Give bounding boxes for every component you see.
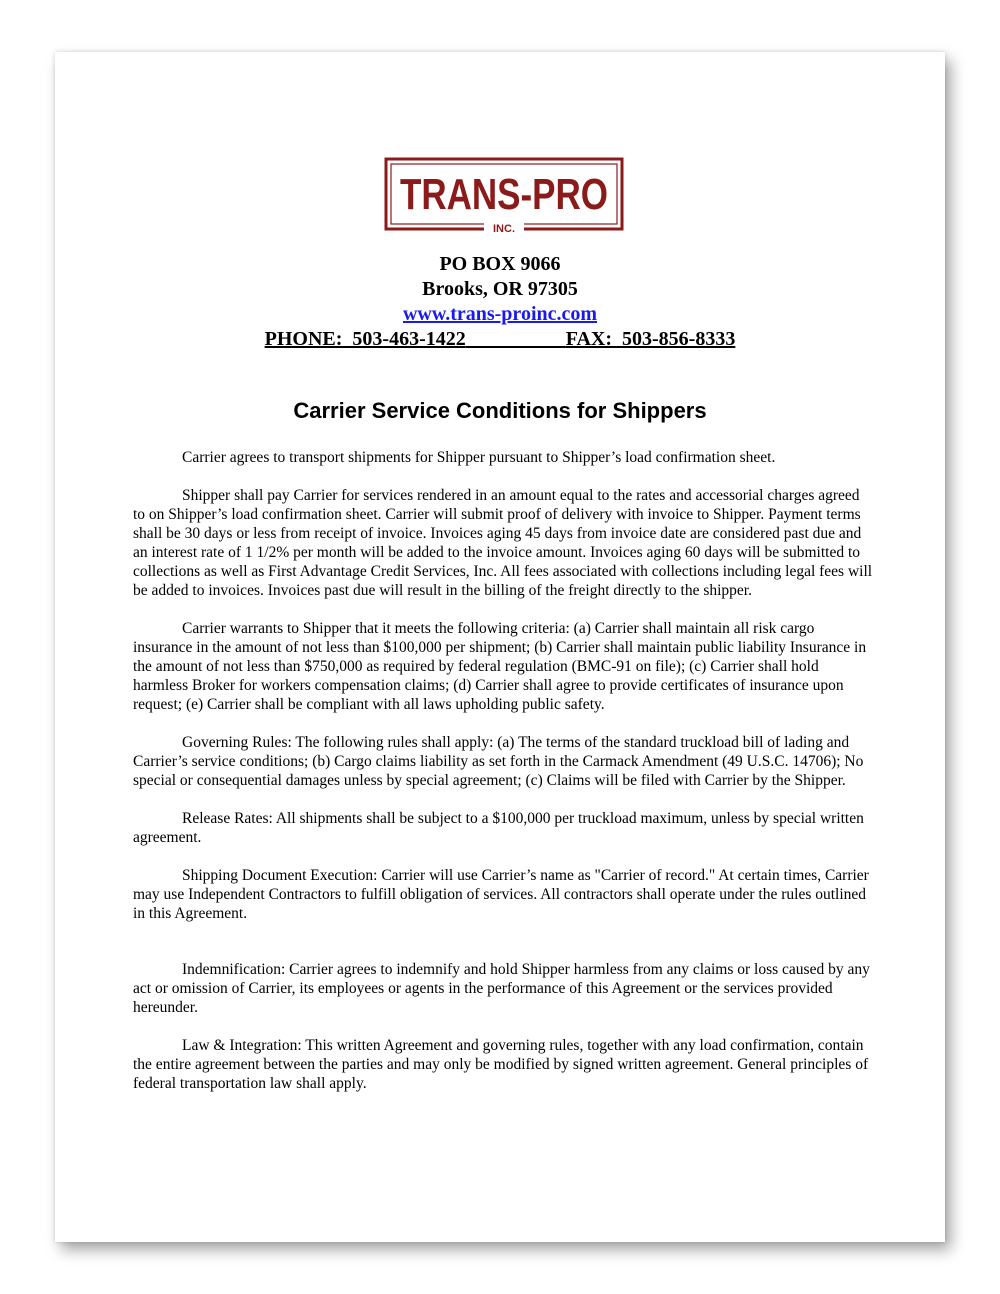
company-header bbox=[55, 252, 945, 352]
paragraph-payment: Shipper shall pay Carrier for services rendered in an amount equal to the rates and accessorial charges agreed to on Shipper’s load confirmation sheet. Carrier will submit proof of delivery with invoice to Shipper. Payment terms shall be 30 days or less from receipt of invoice. Invoices aging 45 days from invoice date are considered past due and an interest rate of 1 1/2% per month will be added to the invoice amount. Invoices aging 60 days will be submitted to collections as well as First Advantage Credit Services, Inc. All fees associated with collections including legal fees will be added to invoices. Invoices past due will result in the billing of the freight directly to the shipper. bbox=[133, 487, 873, 599]
po-box: PO BOX 9066 bbox=[439, 253, 561, 275]
phone-fax-line bbox=[265, 327, 736, 352]
company-logo bbox=[384, 157, 624, 237]
city-state-zip: Brooks, OR 97305 bbox=[422, 278, 578, 300]
logo-sub: INC. bbox=[493, 223, 515, 235]
paragraph-governing-rules: Governing Rules: The following rules shall apply: (a) The terms of the standard truckload bill of lading and Carrier’s service conditions; (b) Cargo claims liability as set forth in the Carmack Amendment (49 U.S.C. 14706); No special or consequential damages unless by special agreement; (c) Claims will be filed with Carrier by the Shipper. bbox=[133, 734, 864, 789]
document-body bbox=[133, 448, 873, 1112]
paragraph-shipping-document: Shipping Document Execution: Carrier will use Carrier’s name as "Carrier of record." At certain times, Carrier may use Independent Contractors to fulfill obligation of services. All contractors shall operate under the rules outlined in this Agreement. bbox=[133, 867, 869, 922]
phone-number: PHONE: 503-463-1422 bbox=[264, 328, 466, 350]
paragraph-indemnification: Indemnification: Carrier agrees to indemnify and hold Shipper harmless from any claims or loss caused by any act or omission of Carrier, its employees or agents in the performance of this Agreement or the services provided hereunder. bbox=[133, 961, 870, 1016]
paragraph-intro: Carrier agrees to transport shipments for Shipper pursuant to Shipper’s load confirmation sheet. bbox=[182, 449, 776, 466]
paragraph-law-integration: Law & Integration: This written Agreement and governing rules, together with any load confirmation, contain the entire agreement between the parties and may only be modified by signed written agreement. General principles of federal transportation law shall apply. bbox=[133, 1037, 869, 1092]
document-title: Carrier Service Conditions for Shippers bbox=[293, 398, 707, 423]
paragraph-release-rates: Release Rates: All shipments shall be subject to a $100,000 per truckload maximum, unless by special written agreement. bbox=[133, 810, 864, 846]
paragraph-warranty: Carrier warrants to Shipper that it meets the following criteria: (a) Carrier shall maintain all risk cargo insurance in the amount of not less than $100,000 per shipment; (b) Carrier shall maintain public liability Insurance in the amount of not less than $750,000 as required by federal regulation (BMC-91 on file); (c) Carrier shall hold harmless Broker for workers compensation claims; (d) Carrier shall agree to provide certificates of insurance upon request; (e) Carrier shall be compliant with all laws upholding public safety. bbox=[133, 620, 867, 713]
logo-name: TRANS-PRO bbox=[400, 170, 608, 219]
document-page bbox=[55, 52, 945, 1242]
website-link[interactable]: www.trans-proinc.com bbox=[402, 303, 598, 325]
fax-number: FAX: 503-856-8333 bbox=[565, 328, 736, 350]
